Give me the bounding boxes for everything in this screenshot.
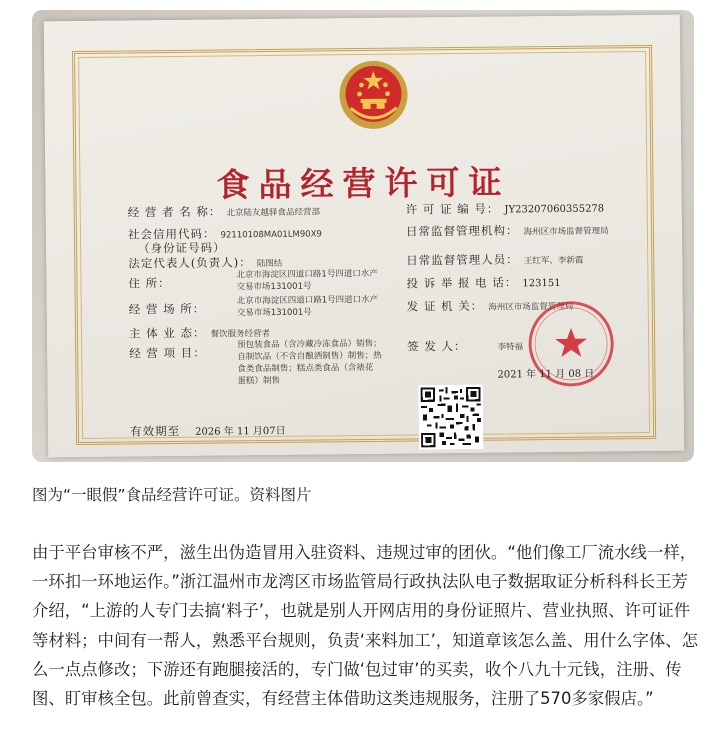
- agency-row: [406, 218, 609, 239]
- valid-until-value: 2026 年 11 月07日: [195, 425, 286, 438]
- items-value-line: 蛋糕）制售: [237, 375, 281, 387]
- premises-value: [237, 294, 379, 319]
- agency-value: 海州区市场监督管理局: [523, 226, 609, 238]
- premises-value-line: 交易市场131001号: [236, 307, 312, 319]
- officers-value: 王红军、李新霞: [523, 255, 584, 267]
- valid-until-label: 有效期至: [129, 423, 181, 439]
- officers-label: 日常监督管理人员：: [406, 252, 519, 268]
- valid-until-row: [130, 419, 286, 440]
- main-form-label: 主 体 业 态：: [128, 325, 206, 341]
- legal-rep-value: 陆图结: [256, 258, 283, 270]
- residence-label: 住 所：: [128, 276, 171, 291]
- license-no-label: 许 可 证 编 号：: [405, 201, 500, 217]
- residence-value: [236, 268, 378, 293]
- qr-code-icon: [419, 385, 484, 450]
- operator-name-value: 北京陆友越驿食品经营部: [226, 207, 321, 219]
- signer-label: 签 发 人：: [407, 338, 467, 354]
- license-no-value: JY23207060355278: [504, 203, 605, 216]
- signer-value: 李特福: [497, 342, 524, 353]
- operator-name-row: [128, 199, 320, 220]
- issue-date: [497, 362, 594, 382]
- operator-name-label: 经 营 者 名 称：: [127, 204, 222, 220]
- officers-row: [406, 248, 583, 269]
- residence-value-line: 交易市场131001号: [236, 281, 312, 293]
- photo-caption: 图为“一眼假”食品经营许可证。资料图片: [32, 486, 312, 504]
- certificate-paper: [44, 15, 685, 458]
- items-value: [237, 338, 382, 388]
- residence-value-line: 北京市海淀区四道口路1号四道口水产: [236, 268, 378, 281]
- main-form-value: 餐饮服务经营者: [210, 328, 271, 340]
- residence-row: [128, 272, 170, 291]
- national-emblem-icon: [336, 58, 411, 133]
- agency-label: 日常监督管理机构：: [405, 223, 519, 239]
- premises-label: 经 营 场 所：: [128, 301, 206, 317]
- issuer-value: 海州区市场监督管理局: [488, 301, 574, 313]
- hotline-row: [406, 271, 560, 292]
- items-label: 经 营 项 目：: [129, 345, 206, 361]
- items-value-line: 自制饮品（不含自酿酒制售）制售；热: [237, 350, 382, 363]
- premises-row: [129, 298, 206, 318]
- credit-code-label: 社会信用代码：: [127, 226, 216, 242]
- premises-value-line: 北京市海淀区四道口路1号四道口水产: [236, 294, 379, 307]
- certificate-photo: [32, 10, 694, 462]
- legal-rep-label: 法定代表人(负责人)：: [128, 255, 252, 271]
- items-value-line: 预包装食品（含冷藏冷冻食品）销售；: [237, 338, 382, 351]
- issuer-label: 发 证 机 关：: [406, 298, 484, 314]
- items-value-line: 食类食品制售；糕点类食品（含裱花: [237, 362, 374, 375]
- signer-row: [407, 334, 523, 354]
- hotline-value: 123151: [522, 277, 561, 290]
- hotline-label: 投 诉 举 报 电 话：: [406, 275, 518, 291]
- article-paragraph: 由于平台审核不严，滋生出伪造冒用入驻资料、违规过审的团伙。“他们像工厂流水线一样，一环扣一环地运作。”浙江温州市龙湾区市场监管局行政执法队电子数据取证分析科科长王芳介绍，“上游的人专门去搞‘料子’，也就是别人开网店用的身份证照片、营业执照、许可证件等材料；中间有一帮人，熟悉平台规则，负责‘来料加工’，知道章该怎么盖、用什么字体、怎么一点点修改；下游还有跑腿接活的，专门做‘包过审’的买卖，收个八九十元钱，注册、传图、盯审核全包。此前曾查实，有经营主体借助这类违规服务，注册了570多家假店。”: [32, 543, 699, 709]
- issue-date-value: 2021 年 11 月 08 日: [497, 368, 595, 381]
- license-no-row: [406, 196, 605, 217]
- credit-code-value: 92110108MA01LM90X9: [220, 229, 322, 241]
- items-row: [129, 342, 206, 362]
- certificate-title: 食品经营许可证: [216, 162, 511, 205]
- id-note-label: （身份证号码）: [138, 240, 226, 256]
